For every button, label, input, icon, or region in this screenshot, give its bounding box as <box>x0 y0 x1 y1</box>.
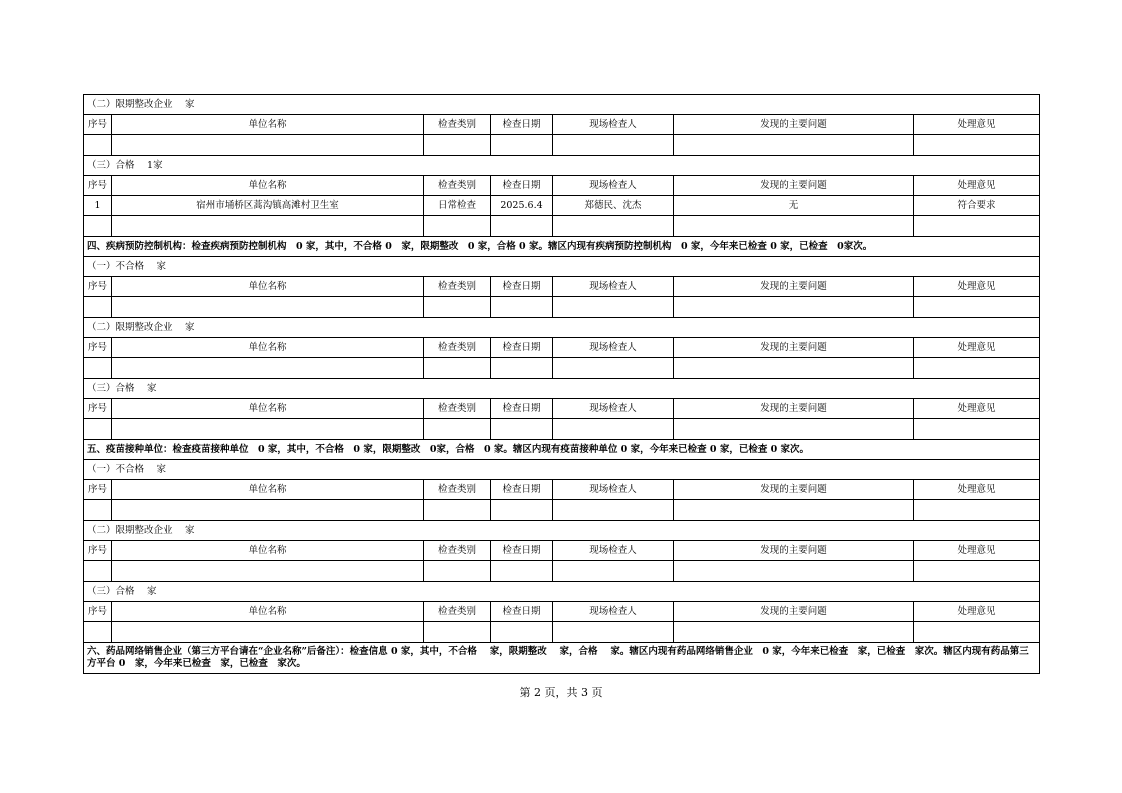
table-row <box>84 196 1040 216</box>
unit-name-cell <box>112 135 424 156</box>
seq-cell <box>84 135 112 156</box>
column-header: 现场检查人 <box>553 399 674 419</box>
seq-cell <box>84 216 112 237</box>
column-header: 检查日期 <box>491 541 553 561</box>
subsection-heading-row <box>84 257 1040 277</box>
handling-opinion-cell <box>914 500 1040 521</box>
handling-opinion-cell: 符合要求 <box>914 196 1040 216</box>
column-header: 单位名称 <box>112 602 424 622</box>
main-issues-cell <box>674 135 914 156</box>
section-heading: 六、药品网络销售企业（第三方平台请在“企业名称”后备注）：检查信息 0 家，其中，不合格 家，限期整改 家，合格 家。辖区内现有药品网络销售企业 0 家，今年来已检查 家，已检查 家次。辖区内现有药品第三方平台 0 家，今年来已检查 家，已检查 家次。 <box>84 643 1040 674</box>
column-header: 处理意见 <box>914 602 1040 622</box>
column-header-row <box>84 338 1040 358</box>
empty-table-row <box>84 135 1040 156</box>
column-header: 检查类别 <box>424 277 491 297</box>
subsection-heading-row <box>84 521 1040 541</box>
inspection-type-cell <box>424 419 491 440</box>
inspection-date-cell <box>491 419 553 440</box>
seq-cell: 1 <box>84 196 112 216</box>
subsection-heading-row <box>84 95 1040 115</box>
subsection-heading: （一）不合格 家 <box>84 460 1040 480</box>
seq-cell <box>84 500 112 521</box>
main-issues-cell <box>674 216 914 237</box>
subsection-heading: （三）合格 1家 <box>84 156 1040 176</box>
handling-opinion-cell <box>914 135 1040 156</box>
handling-opinion-cell <box>914 216 1040 237</box>
inspection-date-cell <box>491 216 553 237</box>
unit-name-cell <box>112 561 424 582</box>
column-header: 发现的主要问题 <box>674 480 914 500</box>
seq-cell <box>84 297 112 318</box>
inspection-date-cell <box>491 135 553 156</box>
column-header: 检查日期 <box>491 480 553 500</box>
column-header: 发现的主要问题 <box>674 176 914 196</box>
subsection-heading-row <box>84 582 1040 602</box>
column-header: 单位名称 <box>112 399 424 419</box>
column-header: 检查类别 <box>424 541 491 561</box>
column-header-row <box>84 115 1040 135</box>
column-header: 发现的主要问题 <box>674 338 914 358</box>
seq-cell <box>84 561 112 582</box>
column-header: 序号 <box>84 541 112 561</box>
subsection-heading: （二）限期整改企业 家 <box>84 521 1040 541</box>
column-header: 序号 <box>84 602 112 622</box>
column-header: 序号 <box>84 115 112 135</box>
inspection-date-cell <box>491 500 553 521</box>
column-header: 单位名称 <box>112 176 424 196</box>
handling-opinion-cell <box>914 622 1040 643</box>
column-header: 序号 <box>84 277 112 297</box>
handling-opinion-cell <box>914 419 1040 440</box>
handling-opinion-cell <box>914 561 1040 582</box>
unit-name-cell <box>112 500 424 521</box>
main-issues-cell <box>674 622 914 643</box>
inspection-type-cell <box>424 135 491 156</box>
inspector-cell: 郑德民、沈杰 <box>553 196 674 216</box>
subsection-heading-row <box>84 156 1040 176</box>
column-header: 处理意见 <box>914 115 1040 135</box>
unit-name-cell <box>112 216 424 237</box>
unit-name-cell: 宿州市埇桥区蒿沟镇高滩村卫生室 <box>112 196 424 216</box>
inspection-date-cell <box>491 622 553 643</box>
main-issues-cell: 无 <box>674 196 914 216</box>
inspection-type-cell: 日常检查 <box>424 196 491 216</box>
column-header-row <box>84 602 1040 622</box>
column-header: 处理意见 <box>914 480 1040 500</box>
column-header: 检查日期 <box>491 399 553 419</box>
column-header: 处理意见 <box>914 541 1040 561</box>
column-header: 现场检查人 <box>553 176 674 196</box>
inspection-type-cell <box>424 297 491 318</box>
column-header: 发现的主要问题 <box>674 399 914 419</box>
column-header: 检查类别 <box>424 176 491 196</box>
seq-cell <box>84 358 112 379</box>
inspection-date-cell <box>491 358 553 379</box>
column-header: 处理意见 <box>914 176 1040 196</box>
inspection-type-cell <box>424 622 491 643</box>
column-header-row <box>84 176 1040 196</box>
column-header: 现场检查人 <box>553 338 674 358</box>
subsection-heading: （一）不合格 家 <box>84 257 1040 277</box>
inspection-type-cell <box>424 500 491 521</box>
seq-cell <box>84 622 112 643</box>
empty-table-row <box>84 216 1040 237</box>
empty-table-row <box>84 419 1040 440</box>
subsection-heading: （三）合格 家 <box>84 582 1040 602</box>
column-header: 单位名称 <box>112 277 424 297</box>
main-issues-cell <box>674 561 914 582</box>
inspection-type-cell <box>424 358 491 379</box>
section-heading-row <box>84 237 1040 257</box>
column-header: 现场检查人 <box>553 480 674 500</box>
column-header-row <box>84 541 1040 561</box>
inspector-cell <box>553 500 674 521</box>
unit-name-cell <box>112 358 424 379</box>
column-header-row <box>84 480 1040 500</box>
column-header: 单位名称 <box>112 480 424 500</box>
subsection-heading: （二）限期整改企业 家 <box>84 318 1040 338</box>
empty-table-row <box>84 297 1040 318</box>
column-header: 检查类别 <box>424 115 491 135</box>
column-header: 检查类别 <box>424 480 491 500</box>
inspection-type-cell <box>424 561 491 582</box>
column-header: 序号 <box>84 338 112 358</box>
inspector-cell <box>553 419 674 440</box>
seq-cell <box>84 419 112 440</box>
inspection-table <box>83 94 1040 674</box>
subsection-heading-row <box>84 460 1040 480</box>
column-header: 检查日期 <box>491 176 553 196</box>
column-header: 发现的主要问题 <box>674 541 914 561</box>
subsection-heading: （二）限期整改企业 家 <box>84 95 1040 115</box>
column-header: 处理意见 <box>914 399 1040 419</box>
inspection-date-cell <box>491 297 553 318</box>
column-header: 检查类别 <box>424 338 491 358</box>
subsection-heading-row <box>84 379 1040 399</box>
main-issues-cell <box>674 358 914 379</box>
inspector-cell <box>553 561 674 582</box>
column-header: 序号 <box>84 176 112 196</box>
inspector-cell <box>553 135 674 156</box>
inspection-table-body <box>84 95 1040 674</box>
column-header: 现场检查人 <box>553 115 674 135</box>
handling-opinion-cell <box>914 297 1040 318</box>
page-number: 第 2 页，共 3 页 <box>519 686 603 699</box>
column-header: 单位名称 <box>112 115 424 135</box>
inspection-type-cell <box>424 216 491 237</box>
section-heading-row <box>84 440 1040 460</box>
inspector-cell <box>553 216 674 237</box>
column-header: 处理意见 <box>914 338 1040 358</box>
column-header: 检查日期 <box>491 115 553 135</box>
column-header: 单位名称 <box>112 338 424 358</box>
main-issues-cell <box>674 419 914 440</box>
empty-table-row <box>84 561 1040 582</box>
main-issues-cell <box>674 500 914 521</box>
inspector-cell <box>553 622 674 643</box>
column-header: 检查日期 <box>491 338 553 358</box>
main-issues-cell <box>674 297 914 318</box>
inspector-cell <box>553 358 674 379</box>
column-header: 单位名称 <box>112 541 424 561</box>
section-heading-row <box>84 643 1040 674</box>
empty-table-row <box>84 500 1040 521</box>
unit-name-cell <box>112 622 424 643</box>
unit-name-cell <box>112 297 424 318</box>
column-header: 检查类别 <box>424 399 491 419</box>
column-header: 序号 <box>84 480 112 500</box>
column-header: 检查日期 <box>491 277 553 297</box>
subsection-heading: （三）合格 家 <box>84 379 1040 399</box>
column-header: 处理意见 <box>914 277 1040 297</box>
column-header: 发现的主要问题 <box>674 602 914 622</box>
unit-name-cell <box>112 419 424 440</box>
empty-table-row <box>84 622 1040 643</box>
column-header: 检查日期 <box>491 602 553 622</box>
inspection-date-cell <box>491 561 553 582</box>
section-heading: 四、疾病预防控制机构：检查疾病预防控制机构 0 家，其中，不合格 0 家，限期整改 0 家，合格 0 家。辖区内现有疾病预防控制机构 0 家，今年来已检查 0 家，已检查 0家次。 <box>84 237 1040 257</box>
column-header: 现场检查人 <box>553 277 674 297</box>
section-heading: 五、疫苗接种单位：检查疫苗接种单位 0 家，其中，不合格 0 家，限期整改 0家，合格 0 家。辖区内现有疫苗接种单位 0 家，今年来已检查 0 家，已检查 0 家次。 <box>84 440 1040 460</box>
inspector-cell <box>553 297 674 318</box>
column-header: 发现的主要问题 <box>674 115 914 135</box>
column-header: 检查类别 <box>424 602 491 622</box>
column-header: 现场检查人 <box>553 602 674 622</box>
column-header: 序号 <box>84 399 112 419</box>
column-header: 发现的主要问题 <box>674 277 914 297</box>
column-header-row <box>84 277 1040 297</box>
subsection-heading-row <box>84 318 1040 338</box>
handling-opinion-cell <box>914 358 1040 379</box>
column-header: 现场检查人 <box>553 541 674 561</box>
inspection-date-cell: 2025.6.4 <box>491 196 553 216</box>
column-header-row <box>84 399 1040 419</box>
empty-table-row <box>84 358 1040 379</box>
